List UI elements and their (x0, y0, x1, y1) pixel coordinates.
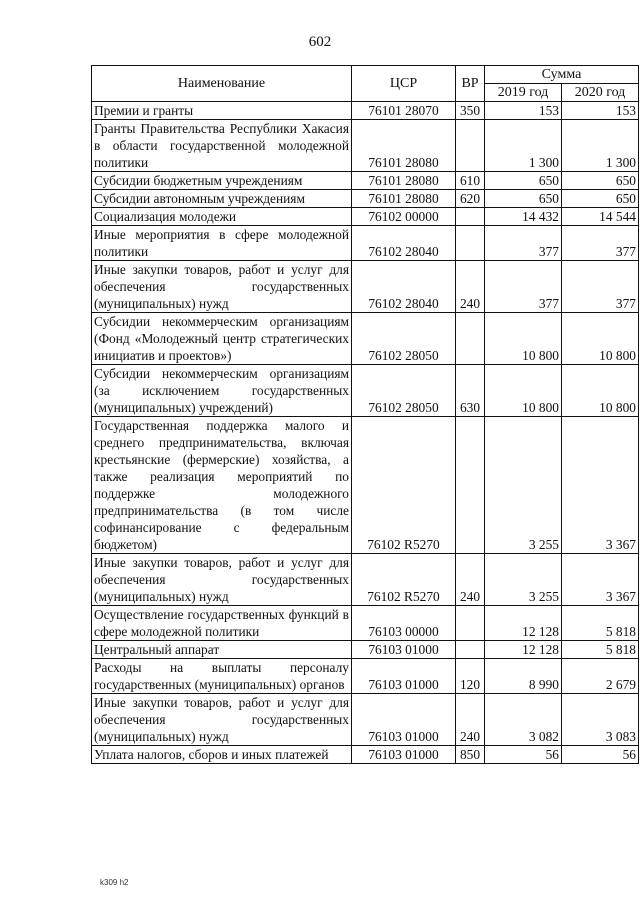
table-header (92, 66, 639, 102)
table-row (92, 659, 639, 694)
row-name: Центральный аппарат (92, 641, 352, 659)
row-2019: 377 (485, 226, 562, 261)
row-csr: 76102 28050 (352, 313, 456, 365)
row-2020: 377 (562, 226, 639, 261)
row-vr: 240 (456, 261, 485, 313)
table-row (92, 746, 639, 764)
header-vr: ВР (456, 66, 485, 102)
table-body (92, 102, 639, 764)
row-vr: 610 (456, 172, 485, 190)
row-vr (456, 313, 485, 365)
row-vr: 240 (456, 554, 485, 606)
row-name: Иные закупки товаров, работ и услуг для обеспечения государственных (муниципальных) нужд (92, 694, 352, 746)
row-2019: 153 (485, 102, 562, 120)
row-name: Уплата налогов, сборов и иных платежей (92, 746, 352, 764)
row-name: Субсидии некоммерческим организациям (за исключением государственных (муниципальных) учреждений) (92, 365, 352, 417)
row-vr: 630 (456, 365, 485, 417)
row-2020: 3 367 (562, 554, 639, 606)
row-2019: 12 128 (485, 641, 562, 659)
row-vr: 120 (456, 659, 485, 694)
row-name: Расходы на выплаты персоналу государственных (муниципальных) органов (92, 659, 352, 694)
row-2019: 14 432 (485, 208, 562, 226)
row-2020: 377 (562, 261, 639, 313)
row-2020: 650 (562, 172, 639, 190)
table-row (92, 313, 639, 365)
row-csr: 76102 00000 (352, 208, 456, 226)
row-2019: 10 800 (485, 313, 562, 365)
row-name: Иные закупки товаров, работ и услуг для обеспечения государственных (муниципальных) нужд (92, 261, 352, 313)
row-2019: 56 (485, 746, 562, 764)
table-row (92, 261, 639, 313)
row-vr (456, 606, 485, 641)
table-row (92, 226, 639, 261)
table-row (92, 365, 639, 417)
row-2020: 10 800 (562, 313, 639, 365)
row-csr: 76102 28040 (352, 226, 456, 261)
row-name: Иные закупки товаров, работ и услуг для обеспечения государственных (муниципальных) нужд (92, 554, 352, 606)
row-vr (456, 208, 485, 226)
row-name: Субсидии некоммерческим организациям (Фонд «Молодежный центр стратегических инициатив и проектов») (92, 313, 352, 365)
row-2019: 1 300 (485, 120, 562, 172)
row-vr (456, 417, 485, 554)
row-2019: 8 990 (485, 659, 562, 694)
row-2019: 12 128 (485, 606, 562, 641)
table-row (92, 606, 639, 641)
row-2019: 377 (485, 261, 562, 313)
row-2020: 10 800 (562, 365, 639, 417)
table-row (92, 694, 639, 746)
row-vr: 240 (456, 694, 485, 746)
row-csr: 76103 01000 (352, 746, 456, 764)
row-csr: 76103 01000 (352, 641, 456, 659)
row-csr: 76101 28080 (352, 120, 456, 172)
row-csr: 76102 28050 (352, 365, 456, 417)
row-csr: 76102 28040 (352, 261, 456, 313)
table-row (92, 172, 639, 190)
row-name: Премии и гранты (92, 102, 352, 120)
row-csr: 76101 28070 (352, 102, 456, 120)
row-2020: 3 083 (562, 694, 639, 746)
row-csr: 76101 28080 (352, 190, 456, 208)
row-csr: 76103 00000 (352, 606, 456, 641)
table-row (92, 554, 639, 606)
row-2020: 3 367 (562, 417, 639, 554)
row-2019: 3 082 (485, 694, 562, 746)
row-name: Социализация молодежи (92, 208, 352, 226)
row-csr: 76102 R5270 (352, 554, 456, 606)
row-2020: 5 818 (562, 606, 639, 641)
row-name: Осуществление государственных функций в сфере молодежной политики (92, 606, 352, 641)
page-number: 602 (308, 34, 332, 50)
row-vr (456, 641, 485, 659)
row-name: Государственная поддержка малого и среднего предпринимательства, включая крестьянские (фермерские) хозяйства, а также реализация мероприятий по поддержке молодежного предпринимательства (в том числе софинансирование с федеральным бюджетом) (92, 417, 352, 554)
row-name: Субсидии автономным учреждениям (92, 190, 352, 208)
table-row (92, 417, 639, 554)
table-row (92, 208, 639, 226)
row-2019: 650 (485, 190, 562, 208)
table-row (92, 641, 639, 659)
header-sum: Сумма (485, 66, 639, 84)
row-csr: 76102 R5270 (352, 417, 456, 554)
row-name: Гранты Правительства Республики Хакасия в области государственной молодежной политики (92, 120, 352, 172)
row-2020: 153 (562, 102, 639, 120)
row-2020: 650 (562, 190, 639, 208)
row-2019: 3 255 (485, 417, 562, 554)
row-2019: 650 (485, 172, 562, 190)
header-csr: ЦСР (352, 66, 456, 102)
row-name: Иные мероприятия в сфере молодежной политики (92, 226, 352, 261)
row-csr: 76101 28080 (352, 172, 456, 190)
header-name: Наименование (92, 66, 352, 102)
row-vr (456, 226, 485, 261)
row-vr: 350 (456, 102, 485, 120)
row-2020: 5 818 (562, 641, 639, 659)
row-2020: 1 300 (562, 120, 639, 172)
footer-code: k309 h2 (100, 878, 129, 887)
row-vr: 620 (456, 190, 485, 208)
table-row (92, 190, 639, 208)
row-2019: 3 255 (485, 554, 562, 606)
row-2020: 56 (562, 746, 639, 764)
row-csr: 76103 01000 (352, 659, 456, 694)
row-vr: 850 (456, 746, 485, 764)
row-2020: 14 544 (562, 208, 639, 226)
header-year-2019: 2019 год (485, 84, 562, 102)
header-year-2020: 2020 год (562, 84, 639, 102)
table-row (92, 102, 639, 120)
row-name: Субсидии бюджетным учреждениям (92, 172, 352, 190)
row-2020: 2 679 (562, 659, 639, 694)
budget-table (91, 65, 639, 764)
row-csr: 76103 01000 (352, 694, 456, 746)
table-row (92, 120, 639, 172)
row-vr (456, 120, 485, 172)
row-2019: 10 800 (485, 365, 562, 417)
